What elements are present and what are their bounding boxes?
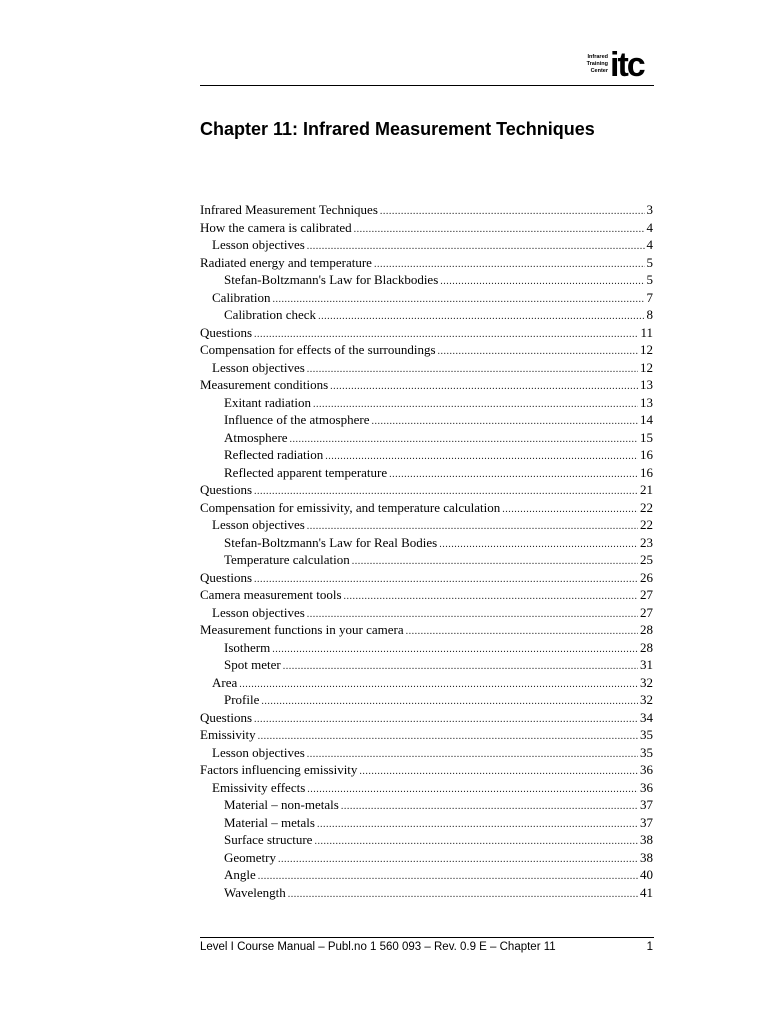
toc-dot-leader bbox=[438, 343, 638, 361]
page-footer bbox=[200, 940, 653, 955]
itc-logo bbox=[582, 46, 658, 84]
toc-dot-leader bbox=[502, 501, 638, 519]
toc-entry-page: 23 bbox=[640, 534, 653, 550]
toc-dot-leader bbox=[371, 413, 638, 431]
table-of-contents bbox=[200, 201, 653, 901]
toc-dot-leader bbox=[272, 641, 638, 659]
toc-entry[interactable] bbox=[200, 429, 653, 447]
toc-entry-title: Questions bbox=[200, 709, 252, 725]
toc-entry[interactable] bbox=[200, 621, 653, 639]
logo-line: Training bbox=[586, 61, 608, 67]
toc-entry[interactable] bbox=[200, 691, 653, 709]
toc-entry-title: Measurement functions in your camera bbox=[200, 622, 404, 637]
toc-entry[interactable] bbox=[200, 586, 653, 604]
toc-entry[interactable] bbox=[200, 271, 653, 289]
toc-entry[interactable] bbox=[200, 289, 653, 307]
footer-divider bbox=[200, 937, 654, 938]
toc-entry-title: Wavelength bbox=[224, 884, 286, 900]
toc-entry[interactable] bbox=[200, 831, 653, 849]
toc-dot-leader bbox=[352, 553, 638, 571]
toc-dot-leader bbox=[380, 203, 645, 221]
toc-entry[interactable] bbox=[200, 726, 653, 744]
toc-entry-page: 22 bbox=[640, 499, 653, 515]
toc-entry[interactable] bbox=[200, 499, 653, 517]
toc-entry-title: Lesson objectives bbox=[212, 359, 305, 375]
toc-entry-page: 3 bbox=[646, 202, 653, 217]
toc-entry-title: Exitant radiation bbox=[224, 394, 312, 410]
toc-entry-page: 38 bbox=[640, 849, 653, 865]
toc-entry-title: Measurement conditions bbox=[200, 377, 329, 392]
toc-entry-page: 11 bbox=[640, 324, 653, 340]
chapter-title: Chapter 11: Infrared Measurement Techniques bbox=[200, 119, 595, 139]
toc-entry[interactable] bbox=[200, 551, 653, 569]
toc-entry-page: 8 bbox=[646, 307, 653, 322]
toc-dot-leader bbox=[288, 886, 638, 904]
toc-entry[interactable] bbox=[200, 394, 653, 412]
toc-entry-title: Reflected radiation bbox=[224, 447, 324, 462]
toc-entry[interactable] bbox=[200, 604, 653, 622]
toc-entry-page: 14 bbox=[640, 412, 653, 427]
toc-entry[interactable] bbox=[200, 709, 653, 727]
toc-dot-leader bbox=[258, 728, 638, 746]
toc-entry-title: Camera measurement tools bbox=[200, 587, 342, 602]
toc-entry-page: 31 bbox=[640, 657, 653, 672]
toc-entry[interactable] bbox=[200, 656, 653, 674]
toc-entry-page: 22 bbox=[640, 517, 653, 532]
logo-wordmark: itc bbox=[610, 46, 644, 84]
toc-entry-page: 16 bbox=[640, 447, 653, 462]
toc-entry[interactable] bbox=[200, 674, 653, 692]
toc-entry-title: Influence of the atmosphere bbox=[224, 412, 370, 427]
toc-entry-page: 4 bbox=[646, 237, 653, 252]
toc-entry[interactable] bbox=[200, 534, 653, 552]
toc-entry-title: How the camera is calibrated bbox=[200, 219, 352, 235]
toc-entry-page: 5 bbox=[646, 272, 653, 287]
toc-entry-title: Factors influencing emissivity bbox=[200, 762, 358, 777]
toc-entry[interactable] bbox=[200, 219, 653, 237]
toc-entry-page: 12 bbox=[640, 342, 653, 357]
toc-entry-title: Calibration bbox=[212, 289, 271, 305]
toc-entry-title: Lesson objectives bbox=[212, 517, 305, 532]
toc-entry[interactable] bbox=[200, 849, 653, 867]
toc-dot-leader bbox=[283, 658, 638, 676]
toc-entry[interactable] bbox=[200, 341, 653, 359]
toc-dot-leader bbox=[341, 798, 638, 816]
toc-dot-leader bbox=[354, 221, 645, 239]
toc-entry-title: Temperature calculation bbox=[224, 552, 350, 567]
toc-entry[interactable] bbox=[200, 516, 653, 534]
toc-entry-title: Questions bbox=[200, 482, 252, 497]
toc-entry[interactable] bbox=[200, 324, 653, 342]
toc-dot-leader bbox=[359, 763, 638, 781]
toc-entry-title: Profile bbox=[224, 692, 260, 707]
toc-entry[interactable] bbox=[200, 359, 653, 377]
toc-entry-title: Questions bbox=[200, 324, 252, 340]
toc-dot-leader bbox=[318, 308, 644, 326]
toc-entry-page: 35 bbox=[640, 727, 653, 742]
toc-entry-title: Atmosphere bbox=[224, 429, 288, 445]
toc-entry-page: 40 bbox=[640, 867, 653, 882]
toc-entry[interactable] bbox=[200, 814, 653, 832]
toc-entry-title: Lesson objectives bbox=[212, 604, 305, 620]
toc-entry[interactable] bbox=[200, 866, 653, 884]
toc-entry-page: 32 bbox=[640, 692, 653, 707]
toc-entry-page: 34 bbox=[640, 709, 653, 725]
logo-small-text bbox=[582, 54, 608, 75]
toc-entry-title: Stefan-Boltzmann's Law for Real Bodies bbox=[224, 534, 438, 550]
toc-entry-title: Isotherm bbox=[224, 639, 271, 655]
toc-entry-page: 27 bbox=[640, 604, 653, 620]
toc-entry-title: Emissivity effects bbox=[212, 779, 306, 795]
toc-entry-title: Stefan-Boltzmann's Law for Blackbodies bbox=[224, 272, 439, 287]
toc-entry[interactable] bbox=[200, 481, 653, 499]
toc-entry[interactable] bbox=[200, 254, 653, 272]
toc-entry-page: 25 bbox=[640, 552, 653, 567]
toc-dot-leader bbox=[344, 588, 638, 606]
footer-page-number: 1 bbox=[646, 941, 653, 953]
toc-dot-leader bbox=[258, 868, 638, 886]
toc-entry-page: 35 bbox=[640, 744, 653, 760]
toc-entry-title: Calibration check bbox=[224, 307, 317, 322]
toc-entry[interactable] bbox=[200, 569, 653, 587]
toc-dot-leader bbox=[261, 693, 638, 711]
toc-entry[interactable] bbox=[200, 639, 653, 657]
toc-entry-page: 28 bbox=[640, 622, 653, 637]
toc-entry-page: 36 bbox=[640, 762, 653, 777]
logo-line: Infrared bbox=[587, 54, 608, 60]
toc-entry-title: Lesson objectives bbox=[212, 237, 305, 252]
toc-dot-leader bbox=[307, 361, 638, 379]
toc-dot-leader bbox=[239, 676, 638, 694]
toc-entry-title: Reflected apparent temperature bbox=[224, 464, 388, 480]
toc-entry-page: 41 bbox=[640, 884, 653, 900]
toc-entry-title: Compensation for emissivity, and temperature calculation bbox=[200, 499, 501, 515]
footer-text: Level I Course Manual – Publ.no 1 560 093 – Rev. 0.9 E – Chapter 11 bbox=[200, 941, 556, 953]
toc-entry-page: 27 bbox=[640, 587, 653, 602]
toc-dot-leader bbox=[440, 273, 644, 291]
toc-entry-title: Geometry bbox=[224, 849, 276, 865]
toc-entry-title: Radiated energy and temperature bbox=[200, 254, 372, 270]
toc-entry[interactable] bbox=[200, 796, 653, 814]
toc-entry-page: 13 bbox=[640, 377, 653, 392]
toc-entry-title: Spot meter bbox=[224, 657, 281, 672]
toc-entry-page: 38 bbox=[640, 832, 653, 847]
toc-entry-title: Lesson objectives bbox=[212, 744, 305, 760]
toc-entry-page: 26 bbox=[640, 569, 653, 585]
toc-entry-title: Surface structure bbox=[224, 832, 313, 847]
toc-dot-leader bbox=[389, 466, 638, 484]
toc-dot-leader bbox=[278, 851, 638, 869]
toc-entry[interactable] bbox=[200, 236, 653, 254]
toc-dot-leader bbox=[314, 833, 638, 851]
toc-entry-title: Angle bbox=[224, 867, 256, 882]
toc-dot-leader bbox=[330, 378, 638, 396]
toc-entry[interactable] bbox=[200, 884, 653, 902]
toc-entry[interactable] bbox=[200, 744, 653, 762]
toc-entry[interactable] bbox=[200, 779, 653, 797]
toc-entry[interactable] bbox=[200, 306, 653, 324]
toc-entry-title: Infrared Measurement Techniques bbox=[200, 202, 378, 217]
toc-dot-leader bbox=[406, 623, 638, 641]
toc-entry[interactable] bbox=[200, 761, 653, 779]
toc-entry-page: 37 bbox=[640, 797, 653, 812]
toc-entry-page: 13 bbox=[640, 394, 653, 410]
toc-entry[interactable] bbox=[200, 411, 653, 429]
toc-entry[interactable] bbox=[200, 201, 653, 219]
toc-entry-page: 15 bbox=[640, 429, 653, 445]
toc-entry-page: 21 bbox=[640, 482, 653, 497]
toc-entry-page: 12 bbox=[640, 359, 653, 375]
toc-entry-title: Questions bbox=[200, 569, 252, 585]
logo-line: Center bbox=[590, 68, 608, 74]
toc-dot-leader bbox=[290, 431, 638, 449]
toc-entry-page: 5 bbox=[646, 254, 653, 270]
toc-entry[interactable] bbox=[200, 464, 653, 482]
header-divider bbox=[200, 85, 654, 86]
toc-entry-title: Area bbox=[212, 674, 238, 690]
toc-dot-leader bbox=[439, 536, 638, 554]
toc-entry-page: 7 bbox=[646, 289, 653, 305]
toc-entry-title: Compensation for effects of the surroundings bbox=[200, 342, 436, 357]
toc-dot-leader bbox=[254, 711, 638, 729]
toc-entry-page: 4 bbox=[646, 219, 653, 235]
toc-entry-page: 36 bbox=[640, 779, 653, 795]
toc-entry[interactable] bbox=[200, 376, 653, 394]
toc-dot-leader bbox=[273, 291, 645, 309]
toc-entry-page: 37 bbox=[640, 814, 653, 830]
toc-entry[interactable] bbox=[200, 446, 653, 464]
toc-entry-page: 16 bbox=[640, 464, 653, 480]
toc-entry-page: 32 bbox=[640, 674, 653, 690]
toc-entry-title: Material – non-metals bbox=[224, 797, 339, 812]
toc-dot-leader bbox=[317, 816, 638, 834]
toc-entry-title: Emissivity bbox=[200, 727, 256, 742]
toc-dot-leader bbox=[307, 781, 638, 799]
toc-entry-page: 28 bbox=[640, 639, 653, 655]
toc-entry-title: Material – metals bbox=[224, 814, 315, 830]
